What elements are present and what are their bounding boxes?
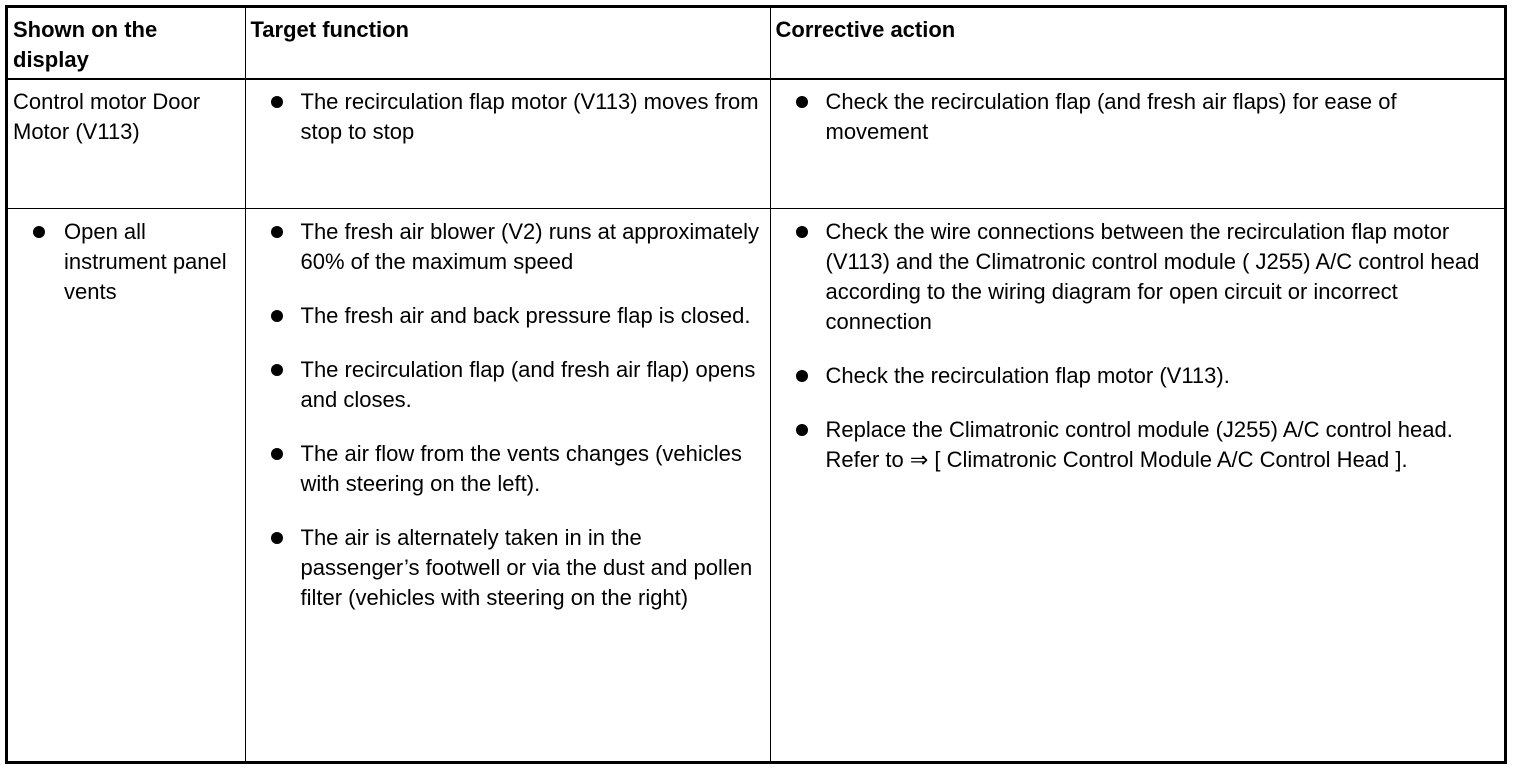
cell-corrective-action [770,209,1504,762]
bullet-icon [271,448,283,460]
corrective-action-list [776,87,1499,147]
bullet-icon [271,532,283,544]
bullet-icon [271,310,283,322]
bullet-icon [796,96,808,108]
cell-corrective-action [770,79,1504,209]
list-item: The air flow from the vents changes (vehicles with steering on the left). [251,439,764,499]
header-target-function: Target function [245,8,770,79]
header-corrective-action: Corrective action [770,8,1504,79]
cell-target-function [245,209,770,762]
list-item: Replace the Climatronic control module (J255) A/C control head. Refer to ⇒ [ Climatronic Control Module A/C Control Head ]. [776,415,1499,475]
list-item: The recirculation flap (and fresh air flap) opens and closes. [251,355,764,415]
shown-on-display-list [13,217,239,307]
list-item: Open all instrument panel vents [13,217,239,307]
list-item: Check the recirculation flap motor (V113). [776,361,1499,391]
table-header-row [8,8,1504,79]
procedure-table [8,8,1504,761]
cell-shown-on-display: Control motor Door Motor (V113) [8,79,245,209]
procedure-table-frame [5,5,1507,764]
cell-shown-on-display [8,209,245,762]
cell-target-function [245,79,770,209]
corrective-action-list [776,217,1499,475]
target-function-list [251,87,764,147]
bullet-icon [271,226,283,238]
bullet-icon [796,226,808,238]
target-function-list [251,217,764,613]
bullet-icon [271,96,283,108]
table-row [8,209,1504,762]
header-shown-on-display: Shown on the display [8,8,245,79]
list-item: The fresh air blower (V2) runs at approximately 60% of the maximum speed [251,217,764,277]
list-item: Check the wire connections between the recirculation flap motor (V113) and the Climatronic control module ( J255) A/C control head according to the wiring diagram for open circuit or incorrect connection [776,217,1499,337]
bullet-icon [271,364,283,376]
list-item: The air is alternately taken in in the passenger’s footwell or via the dust and pollen filter (vehicles with steering on the right) [251,523,764,613]
table-row [8,79,1504,209]
list-item: The recirculation flap motor (V113) moves from stop to stop [251,87,764,147]
bullet-icon [796,424,808,436]
bullet-icon [33,226,45,238]
list-item: The fresh air and back pressure flap is closed. [251,301,764,331]
bullet-icon [796,370,808,382]
list-item: Check the recirculation flap (and fresh air flaps) for ease of movement [776,87,1499,147]
